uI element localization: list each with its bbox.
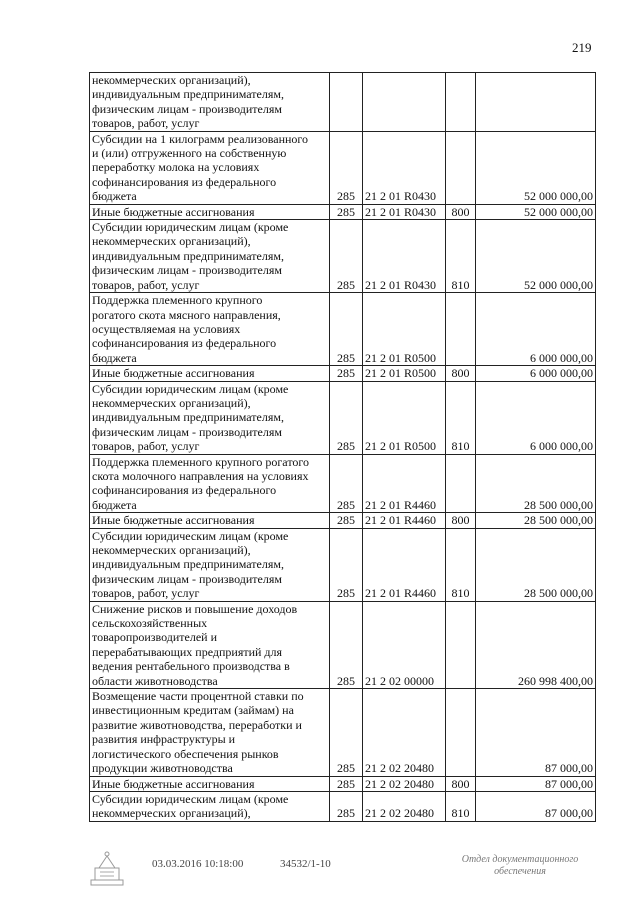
row-target-article-cell: 21 2 01 R4460 — [363, 454, 446, 513]
department-stamp-line-1: Отдел документационного — [461, 854, 579, 865]
row-admin-code-cell: 285 — [330, 776, 363, 791]
row-admin-code-cell — [330, 73, 363, 132]
row-expense-type-cell — [446, 73, 476, 132]
row-target-article-cell: 21 2 01 R4460 — [363, 513, 446, 528]
row-name-cell: Субсидии юридическим лицам (кроме некоммерческих организаций), индивидуальным предпринимателям, физическим лицам - производителям товаров, работ, услуг — [90, 381, 330, 454]
table-row — [90, 204, 596, 219]
row-target-article-cell: 21 2 02 00000 — [363, 601, 446, 688]
table-row — [90, 220, 596, 293]
row-expense-type-cell: 810 — [446, 381, 476, 454]
table-row — [90, 366, 596, 381]
row-admin-code-cell: 285 — [330, 220, 363, 293]
row-name-cell: Субсидии на 1 килограмм реализованного и (или) отгруженного на собственную переработку молока на условиях софинансирования из федерального бюджета — [90, 131, 330, 204]
budget-table — [89, 72, 596, 822]
row-expense-type-cell — [446, 293, 476, 366]
row-target-article-cell: 21 2 01 R0500 — [363, 381, 446, 454]
row-target-article-cell: 21 2 02 20480 — [363, 776, 446, 791]
row-amount-cell: 28 500 000,00 — [476, 528, 596, 601]
row-amount-cell: 52 000 000,00 — [476, 220, 596, 293]
table-row — [90, 73, 596, 132]
row-expense-type-cell: 800 — [446, 776, 476, 791]
budget-table-body — [90, 73, 596, 822]
row-name-cell: Снижение рисков и повышение доходов сельскохозяйственных товаропроизводителей и перерабатывающих предприятий для ведения рентабельного производства в области животноводства — [90, 601, 330, 688]
row-name-cell: Иные бюджетные ассигнования — [90, 513, 330, 528]
row-name-cell: некоммерческих организаций), индивидуальным предпринимателям, физическим лицам - производителям товаров, работ, услуг — [90, 73, 330, 132]
row-amount-cell: 52 000 000,00 — [476, 204, 596, 219]
page-number: 219 — [572, 40, 592, 55]
row-target-article-cell: 21 2 01 R0430 — [363, 204, 446, 219]
department-stamp — [435, 854, 605, 878]
row-admin-code-cell: 285 — [330, 689, 363, 776]
row-admin-code-cell: 285 — [330, 601, 363, 688]
table-row — [90, 776, 596, 791]
footer-document-number: 34532/1-10 — [280, 858, 331, 870]
row-amount-cell: 6 000 000,00 — [476, 366, 596, 381]
row-target-article-cell: 21 2 01 R0500 — [363, 293, 446, 366]
row-admin-code-cell: 285 — [330, 131, 363, 204]
row-admin-code-cell: 285 — [330, 454, 363, 513]
row-admin-code-cell: 285 — [330, 293, 363, 366]
row-amount-cell: 260 998 400,00 — [476, 601, 596, 688]
row-admin-code-cell: 285 — [330, 204, 363, 219]
row-expense-type-cell: 800 — [446, 204, 476, 219]
row-name-cell: Возмещение части процентной ставки по инвестиционным кредитам (займам) на развитие животноводства, переработки и развития инфраструктуры и логистического обеспечения рынков продукции животноводства — [90, 689, 330, 776]
row-expense-type-cell: 810 — [446, 791, 476, 821]
row-expense-type-cell: 810 — [446, 528, 476, 601]
row-admin-code-cell: 285 — [330, 791, 363, 821]
row-name-cell: Субсидии юридическим лицам (кроме некоммерческих организаций), — [90, 791, 330, 821]
row-name-cell: Иные бюджетные ассигнования — [90, 366, 330, 381]
row-admin-code-cell: 285 — [330, 366, 363, 381]
row-name-cell: Поддержка племенного крупного рогатого скота мясного направления, осуществляемая на условиях софинансирования из федерального бюджета — [90, 293, 330, 366]
row-target-article-cell: 21 2 02 20480 — [363, 791, 446, 821]
row-expense-type-cell: 800 — [446, 366, 476, 381]
row-expense-type-cell — [446, 689, 476, 776]
row-amount-cell: 6 000 000,00 — [476, 293, 596, 366]
page-footer — [90, 850, 610, 890]
row-target-article-cell: 21 2 02 20480 — [363, 689, 446, 776]
row-expense-type-cell: 810 — [446, 220, 476, 293]
row-name-cell: Субсидии юридическим лицам (кроме некоммерческих организаций), индивидуальным предпринимателям, физическим лицам - производителям товаров, работ, услуг — [90, 528, 330, 601]
table-row — [90, 528, 596, 601]
row-expense-type-cell — [446, 601, 476, 688]
row-target-article-cell: 21 2 01 R0430 — [363, 220, 446, 293]
row-name-cell: Субсидии юридическим лицам (кроме некоммерческих организаций), индивидуальным предпринимателям, физическим лицам - производителям товаров, работ, услуг — [90, 220, 330, 293]
row-amount-cell — [476, 73, 596, 132]
row-target-article-cell: 21 2 01 R0430 — [363, 131, 446, 204]
row-name-cell: Иные бюджетные ассигнования — [90, 776, 330, 791]
row-name-cell: Иные бюджетные ассигнования — [90, 204, 330, 219]
row-amount-cell: 87 000,00 — [476, 791, 596, 821]
table-row — [90, 381, 596, 454]
row-amount-cell: 28 500 000,00 — [476, 454, 596, 513]
department-stamp-line-2: обеспечения — [494, 866, 546, 877]
table-row — [90, 601, 596, 688]
row-amount-cell: 87 000,00 — [476, 689, 596, 776]
row-amount-cell: 52 000 000,00 — [476, 131, 596, 204]
row-target-article-cell — [363, 73, 446, 132]
row-name-cell: Поддержка племенного крупного рогатого скота молочного направления на условиях софинансирования из федерального бюджета — [90, 454, 330, 513]
table-row — [90, 131, 596, 204]
row-target-article-cell: 21 2 01 R0500 — [363, 366, 446, 381]
row-amount-cell: 28 500 000,00 — [476, 513, 596, 528]
row-target-article-cell: 21 2 01 R4460 — [363, 528, 446, 601]
registry-stamp-icon — [90, 850, 124, 886]
table-row — [90, 791, 596, 821]
row-amount-cell: 87 000,00 — [476, 776, 596, 791]
table-row — [90, 689, 596, 776]
row-admin-code-cell: 285 — [330, 528, 363, 601]
table-row — [90, 454, 596, 513]
row-expense-type-cell — [446, 454, 476, 513]
table-row — [90, 513, 596, 528]
row-amount-cell: 6 000 000,00 — [476, 381, 596, 454]
table-row — [90, 293, 596, 366]
row-admin-code-cell: 285 — [330, 513, 363, 528]
footer-date: 03.03.2016 10:18:00 — [152, 858, 244, 870]
row-expense-type-cell: 800 — [446, 513, 476, 528]
row-expense-type-cell — [446, 131, 476, 204]
row-admin-code-cell: 285 — [330, 381, 363, 454]
